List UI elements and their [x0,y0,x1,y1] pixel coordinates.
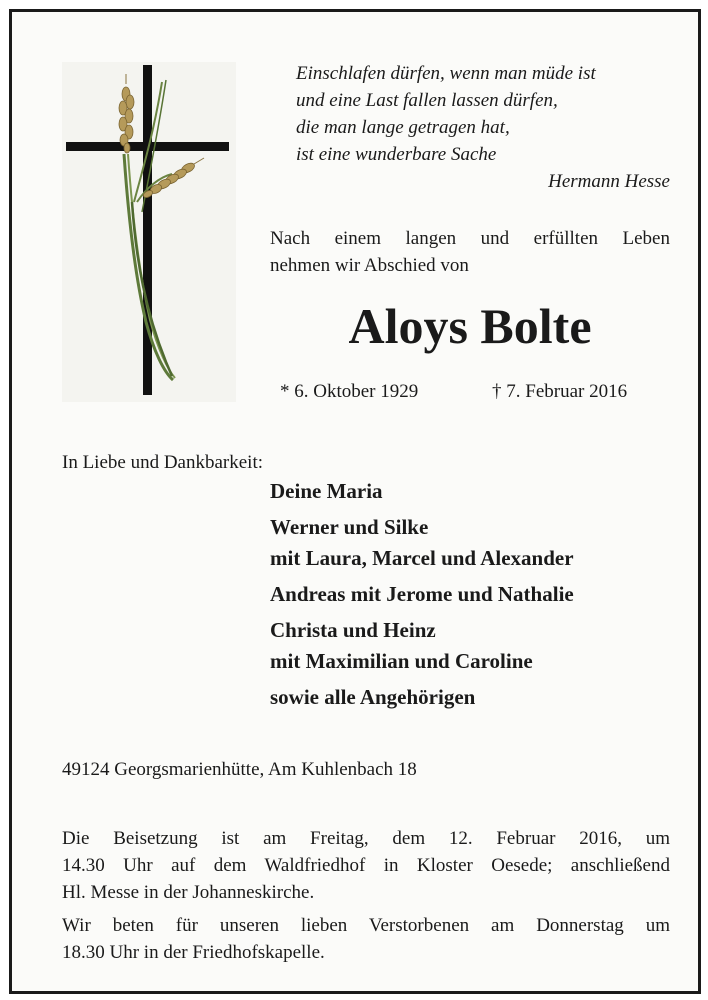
funeral-line: Die Beisetzung ist am Freitag, dem 12. Februar 2016, um [62,828,670,849]
quote-line: ist eine wunderbare Sache [296,144,497,165]
intro-line: nehmen wir Abschied von [270,255,469,276]
funeral-line: Hl. Messe in der Johanneskirche. [62,882,315,903]
deceased-name: Aloys Bolte [348,298,592,354]
mourners-list [270,476,670,718]
mourner-group [270,512,670,574]
mourner-group [270,579,670,610]
quote-author: Hermann Hesse [548,171,670,192]
mourner-line: mit Laura, Marcel und Alexander [270,546,574,570]
mourner-line: Christa und Heinz [270,618,436,642]
family-address: 49124 Georgsmarienhütte, Am Kuhlenbach 18 [62,759,417,780]
quote-line: die man lange getragen hat, [296,117,510,138]
mourner-group [270,476,670,507]
mourner-line: sowie alle Angehörigen [270,685,476,709]
death-date: † 7. Februar 2016 [492,381,628,402]
mourner-group [270,615,670,677]
cross-with-wheat-icon [62,62,236,402]
prayer-line: Wir beten für unseren lieben Verstorbenen am Donnerstag um [62,915,670,936]
quote [296,60,670,195]
funeral-details [62,825,670,906]
intro-text [270,225,670,279]
intro-line: Nach einem langen und erfüllten Leben [270,228,670,249]
mourner-line: Deine Maria [270,479,383,503]
mourner-line: Andreas mit Jerome und Nathalie [270,582,574,606]
prayer-line: 18.30 Uhr in der Friedhofskapelle. [62,942,325,963]
quote-line: und eine Last fallen lassen dürfen, [296,90,558,111]
birth-date: * 6. Oktober 1929 [280,381,419,402]
quote-line: Einschlafen dürfen, wenn man müde ist [296,63,596,84]
prayer-details [62,912,670,966]
funeral-line: 14.30 Uhr auf dem Waldfriedhof in Kloster Oesede; anschließend [62,855,670,876]
mourner-line: Werner und Silke [270,515,429,539]
obituary-frame [9,9,701,994]
mourners-heading: In Liebe und Dankbarkeit: [62,452,264,473]
mourner-group [270,682,670,713]
mourner-line: mit Maximilian und Caroline [270,649,533,673]
